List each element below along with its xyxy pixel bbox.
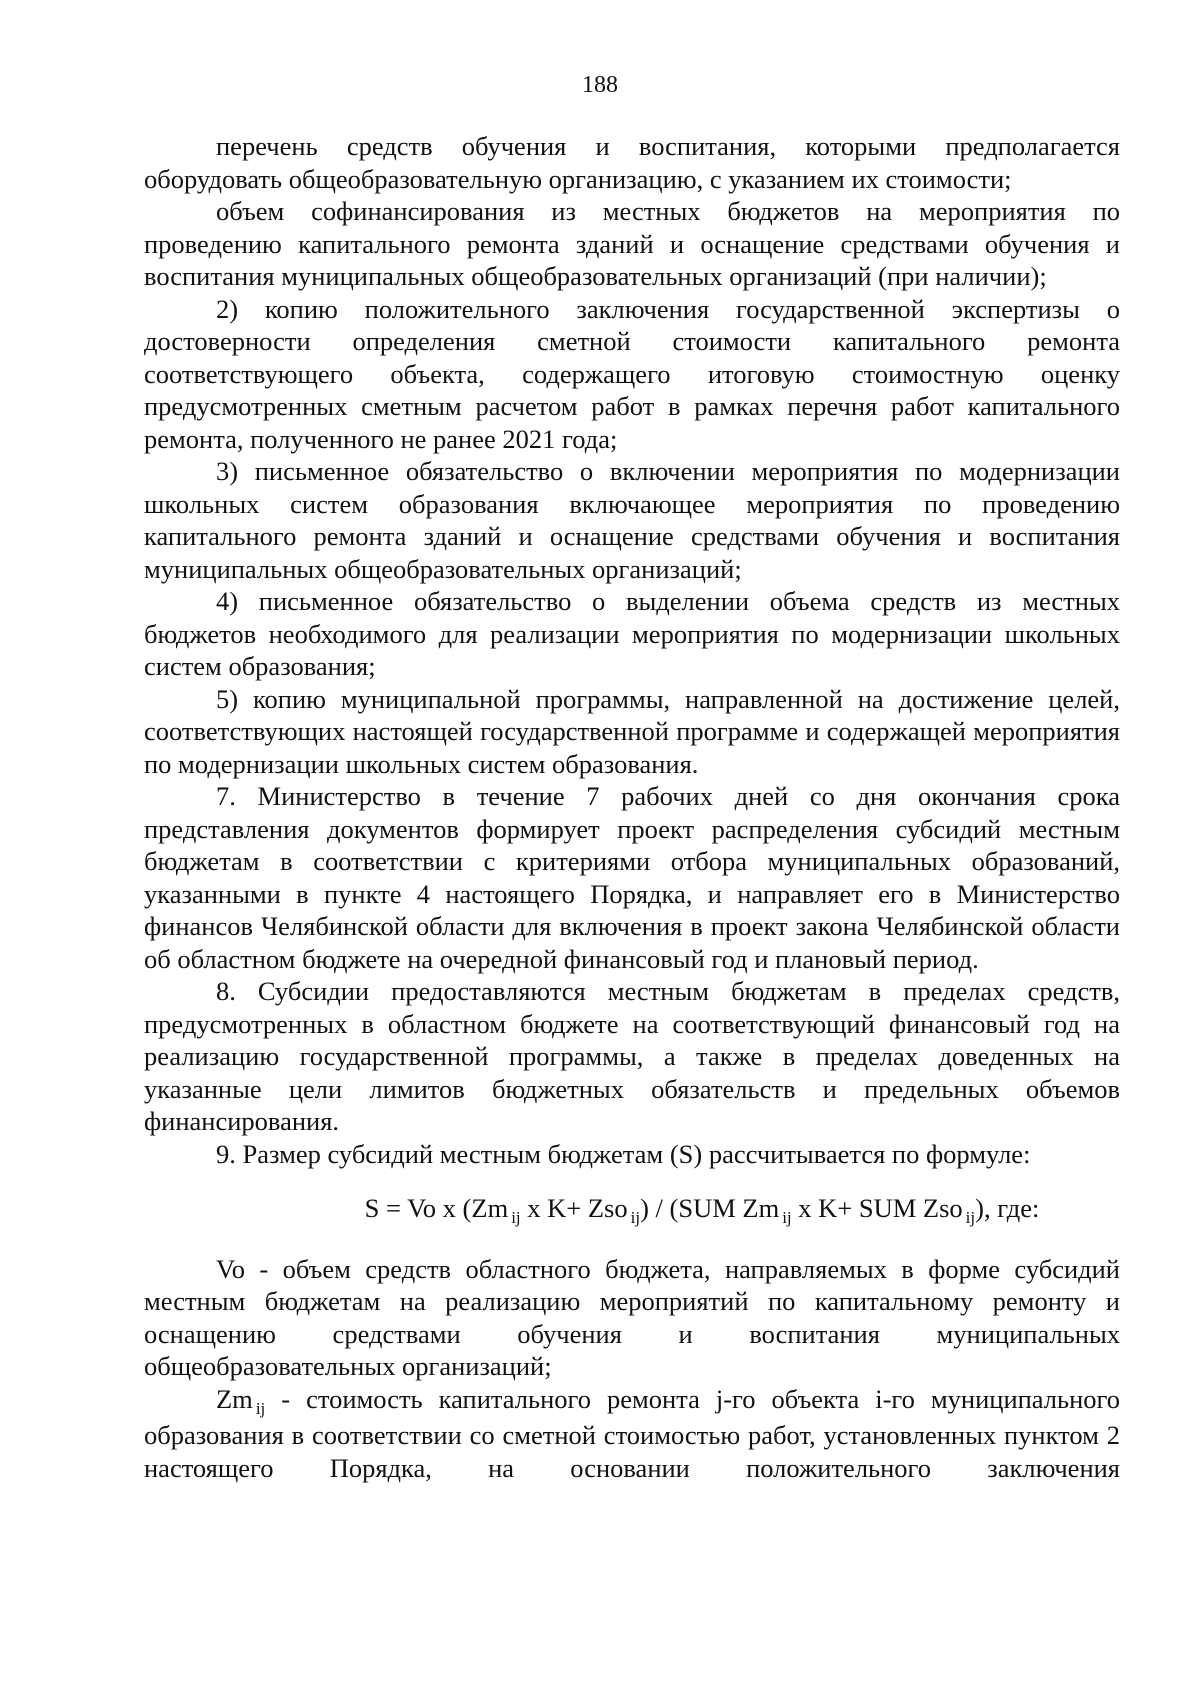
definition-subscript: ij [255, 1398, 266, 1418]
paragraph-item-5: 5) копию муниципальной программы, направленной на достижение целей, соответствующих настоящей государственной программе и содержащей мероприятия по модернизации школьных систем образования. [144, 683, 1120, 779]
formula-part: ) / (SUM Zm [640, 1193, 780, 1223]
paragraph-item-3: 3) письменное обязательство о включении мероприятия по модернизации школьных систем образования включающее мероприятия по проведению капитального ремонта зданий и оснащение средствами обучения и воспитания муниципальных общеобразовательных организаций; [144, 456, 1120, 584]
paragraph-item-4: 4) письменное обязательство о выделении объема средств из местных бюджетов необходимого для реализации мероприятия по модернизации школьных систем образования; [144, 586, 1120, 681]
formula-part: ), где: [975, 1193, 1040, 1223]
formula-subscript: ij [630, 1208, 641, 1227]
paragraph-clause-8: 8. Субсидии предоставляются местным бюджетам в пределах средств, предусмотренных в областном бюджете на соответствующий финансовый год на реализацию государственной программы, а также в пределах доведенных на указанные цели лимитов бюджетных обязательств и предельных объемов финансирования. [144, 976, 1120, 1136]
formula-part: S = Vo x (Zm [364, 1193, 509, 1223]
definition-symbol: Zm [216, 1383, 253, 1414]
definition-zm [144, 1383, 1120, 1485]
paragraph-clause-7: 7. Министерство в течение 7 рабочих дней со дня окончания срока представления документов формирует проект распределения субсидий местным бюджетам в соответствии с критериями отбора муниципальных образований, указанными в пункте 4 настоящего Порядка, и направляет его в Министерство финансов Челябинской области для включения в проект закона Челябинской области об областном бюджете на очередной финансовый год и плановый период. [144, 781, 1120, 974]
formula-subscript: ij [782, 1208, 792, 1227]
subsidy-formula [144, 1192, 1120, 1229]
definition-vo: Vo - объем средств областного бюджета, направляемых в форме субсидий местным бюджетам на реализацию мероприятий по капитальному ремонту и оснащению средствами обучения и воспитания муниципальных общеобразовательных организаций; [144, 1253, 1120, 1381]
formula-subscript: ij [511, 1208, 521, 1227]
document-body [144, 130, 1120, 1484]
paragraph-clause-9: 9. Размер субсидий местным бюджетам (S) рассчитывается по формуле: [216, 1138, 1031, 1169]
formula-part: x K+ Zso [527, 1193, 628, 1223]
formula-part: x K+ SUM Zso [798, 1193, 963, 1223]
paragraph-equipment-list: перечень средств обучения и воспитания, которыми предполагается оборудовать общеобразовательную организацию, с указанием их стоимости; [144, 131, 1120, 194]
definition-text: - стоимость капитального ремонта j-го объекта i-го муниципального образования в соответствии со сметной стоимостью работ, установленных пунктом 2 настоящего Порядка, на основании положительного заключения [144, 1383, 1120, 1483]
page-number: 188 [582, 72, 618, 98]
formula-subscript: ij [965, 1208, 976, 1227]
paragraph-cofinancing: объем софинансирования из местных бюджетов на мероприятия по проведению капитального ремонта зданий и оснащение средствами обучения и воспитания муниципальных общеобразовательных организаций (при наличии); [144, 196, 1120, 291]
paragraph-item-2: 2) копию положительного заключения государственной экспертизы о достоверности определения сметной стоимости капитального ремонта соответствующего объекта, содержащего итоговую стоимостную оценку предусмотренных сметным расчетом работ в рамках перечня работ капитального ремонта, полученного не ранее 2021 года; [144, 293, 1120, 454]
